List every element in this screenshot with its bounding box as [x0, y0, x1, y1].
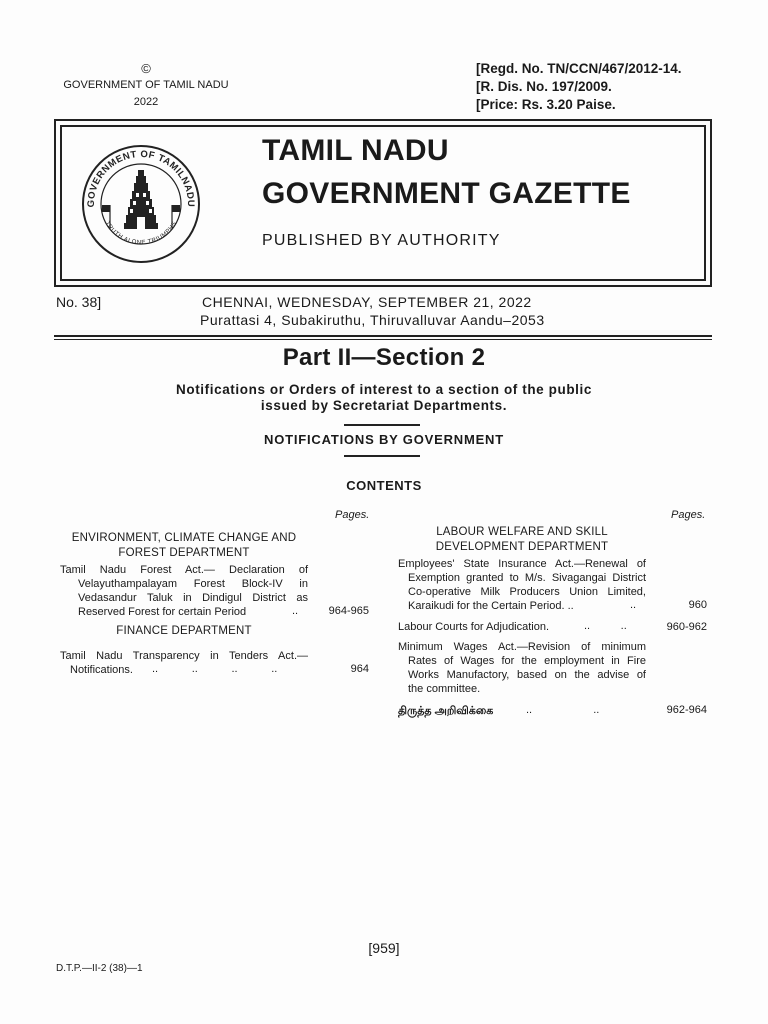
entry-minimum-wages-line3: Works Manufactory, based on the advise of: [408, 669, 646, 681]
issue-date: CHENNAI, WEDNESDAY, SEPTEMBER 21, 2022: [202, 294, 532, 310]
section-subtitle: [0, 382, 768, 414]
part-title-text: Part II—Section 2: [282, 344, 486, 371]
entry-minimum-wages-line2: Rates of Wages for the employment in Fire: [408, 655, 646, 667]
entry-minimum-wages-line1: Minimum Wages Act.—Revision of minimum: [398, 641, 646, 653]
entry-transparency-act-dots: .. .. .. ..: [152, 663, 278, 675]
pages-label-left: Pages.: [335, 509, 370, 521]
dept-labour-line2: DEVELOPMENT DEPARTMENT: [435, 541, 609, 553]
entry-labour-courts-pages: 960-962: [666, 621, 707, 633]
entry-minimum-wages: [398, 640, 646, 696]
entry-forest-act-line2: Velayuthampalayam Forest Block-IV in: [78, 578, 308, 590]
entry-tamil-amendment-pages: 962-964: [666, 704, 707, 716]
notifications-heading: NOTIFICATIONS BY GOVERNMENT: [264, 432, 504, 447]
entry-tamil-amendment-dots: .. ..: [526, 704, 600, 716]
regd-number: [Regd. No. TN/CCN/467/2012-14.: [476, 61, 682, 76]
entry-transparency-act-pages: 964: [350, 663, 369, 675]
entry-labour-courts: Labour Courts for Adjudication.: [398, 621, 550, 633]
entry-esi-act-line4-row: [398, 599, 646, 613]
entry-esi-act-line4: Karaikudi for the Certain Period. ..: [408, 600, 574, 612]
rdis-number: [R. Dis. No. 197/2009.: [476, 79, 612, 94]
short-divider-bottom: [344, 455, 420, 457]
registration-block: [476, 60, 682, 114]
entry-forest-act-line1: Tamil Nadu Forest Act.— Declaration of: [60, 564, 308, 576]
page-number: [959]: [368, 940, 400, 956]
entry-minimum-wages-line4: the committee.: [408, 683, 481, 695]
gazette-title-line2: GOVERNMENT GAZETTE: [262, 177, 631, 210]
short-divider-top: [344, 424, 420, 426]
dept-labour: [398, 525, 646, 555]
dept-labour-line1: LABOUR WELFARE AND SKILL: [436, 526, 608, 538]
published-by-authority: PUBLISHED BY AUTHORITY: [262, 232, 501, 249]
entry-forest-act-line3: Vedasandur Taluk in Dindigul District as: [78, 592, 308, 604]
tamil-date: Purattasi 4, Subakiruthu, Thiruvalluvar Aandu–2053: [200, 312, 545, 328]
entry-esi-act-line1: Employees' State Insurance Act.—Renewal of: [398, 558, 646, 570]
copyright-owner: GOVERNMENT OF TAMIL NADU: [63, 79, 229, 91]
dept-environment: [60, 531, 308, 561]
entry-labour-courts-dots: .. ..: [584, 620, 627, 632]
entry-transparency-act-line2: Notifications.: [70, 664, 133, 676]
entry-esi-act: [398, 557, 646, 613]
copyright-year: 2022: [133, 96, 159, 108]
entry-forest-act-line4: Reserved Forest for certain Period: [78, 606, 247, 618]
issue-number: No. 38]: [56, 294, 102, 310]
entry-forest-act-pages: 964-965: [328, 605, 369, 617]
copyright-symbol: ©: [141, 61, 151, 76]
entry-esi-act-line2: Exemption granted to M/s. Sivagangai District: [408, 572, 646, 584]
divider-thick: [54, 335, 712, 337]
emblem-top-text: GOVERNMENT OF TAMILNADU: [85, 148, 197, 208]
price: [Price: Rs. 3.20 Paise.: [476, 97, 616, 112]
entry-forest-act-dots: ..: [292, 605, 299, 617]
part-title: [0, 344, 768, 372]
dept-environment-line2: FOREST DEPARTMENT: [118, 547, 250, 559]
section-subtitle-line1: Notifications or Orders of interest to a section of the public: [176, 382, 592, 397]
entry-esi-act-pages: 960: [688, 599, 707, 611]
entry-transparency-act-line1: Tamil Nadu Transparency in Tenders Act.—: [60, 650, 308, 662]
emblem-bottom-text: TRUTH ALONE TRIUMPHS: [103, 220, 179, 247]
copyright-block: [56, 60, 236, 111]
state-emblem-icon: [80, 143, 202, 265]
dept-finance: FINANCE DEPARTMENT: [116, 625, 252, 637]
print-code: D.T.P.—II-2 (38)—1: [56, 963, 143, 974]
contents-heading: CONTENTS: [346, 478, 422, 493]
entry-esi-act-dots: ..: [630, 599, 637, 611]
divider-thin: [54, 339, 712, 340]
gazette-title-line1: TAMIL NADU: [262, 134, 449, 167]
section-subtitle-line2: issued by Secretariat Departments.: [260, 398, 508, 413]
dept-environment-line1: ENVIRONMENT, CLIMATE CHANGE AND: [71, 532, 297, 544]
entry-tamil-amendment: திருத்த அறிவிக்கை: [398, 705, 494, 717]
entry-forest-act-line4-row: [60, 605, 308, 619]
entry-forest-act: [60, 563, 308, 619]
entry-esi-act-line3: Co-operative Milk Producers Union Limited,: [408, 586, 646, 598]
pages-label-right: Pages.: [671, 509, 706, 521]
